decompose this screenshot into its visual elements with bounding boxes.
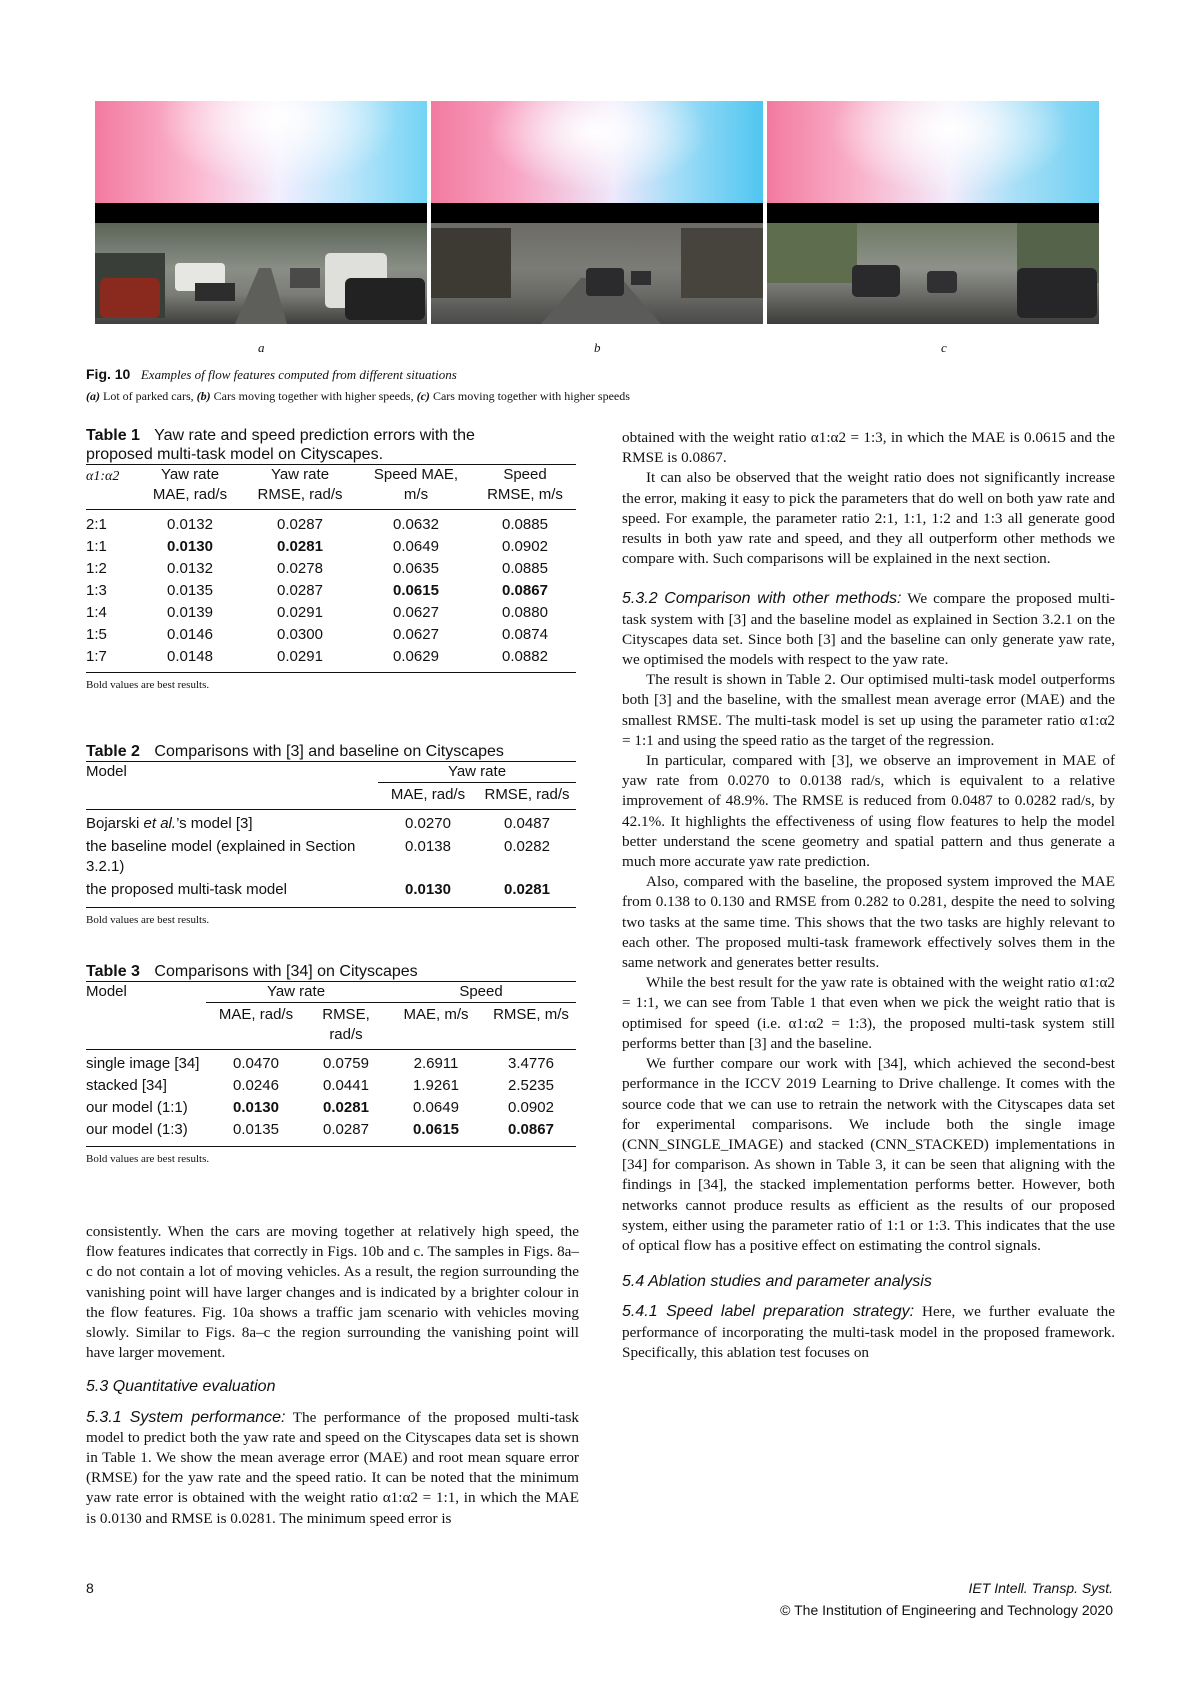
table-1-header xyxy=(86,465,576,505)
sub-text-a: Lot of parked cars, xyxy=(103,389,194,403)
street-photo-a xyxy=(95,223,427,324)
table-cell: 0.0300 xyxy=(277,626,323,643)
table-cell: 0.0135 xyxy=(233,1121,279,1138)
header-c3a: Speed MAE, xyxy=(373,466,459,483)
header-rmse-ms: RMSE, m/s xyxy=(493,1006,569,1023)
sub-key-b: (b) xyxy=(196,389,211,403)
table-1-note: Bold values are best results. xyxy=(86,679,210,691)
paragraph: The result is shown in Table 2. Our optimised multi-task model outperforms both [3] and the baseline, with the smallest mean average error (MAE) and the smallest RMSE. The multi-task model is set up using the parameter ratio α1:α2 = 1:1 and using the speed ratio as the target of the regression. xyxy=(622,671,1115,749)
table-3-title-text: Comparisons with [34] on Cityscapes xyxy=(154,963,418,980)
table-cell: 0.0130 xyxy=(405,881,451,898)
table-3-label: Table 3 xyxy=(86,963,140,980)
model-name-suffix: ’s model [3] xyxy=(176,815,253,832)
table-cell: 0.0885 xyxy=(502,560,548,577)
moving-cars-scene-b xyxy=(431,223,763,324)
table-row xyxy=(86,558,576,580)
figure-title: Examples of flow features computed from different situations xyxy=(140,367,457,382)
table-cell: 0.0139 xyxy=(167,604,213,621)
table-cell: 0.0629 xyxy=(393,648,439,665)
table-cell: 0.0880 xyxy=(502,604,548,621)
table-row xyxy=(86,837,576,880)
header-rmse-a: RMSE, xyxy=(322,1006,370,1023)
header-c4b: RMSE, m/s xyxy=(487,486,563,503)
section-heading-5-3: 5.3 Quantitative evaluation xyxy=(86,1378,276,1396)
table-cell: 0.0287 xyxy=(277,582,323,599)
panel-label-c: c xyxy=(941,340,947,355)
paragraph: We further compare our work with [34], which achieved the second-best performance in the ICCV 2019 Learning to Drive challenge. It comes with the source code that we can use to retrain the network with the Cityscapes data set for experimental comparisons. We include both the single image (CNN_SINGLE_IMAGE) and stacked (CNN_STACKED) implementations in [34] for comparison. As shown in Table 3, it can be seen that aligning with the findings in [34], the stacked implementation performs better. However, both networks cannot produce results as efficient as the results of our proposed system, either using the parameter ratio of 1:1 or 1:3. This indicates that the use of optical flow has a positive effect on estimating the control signals. xyxy=(622,1055,1115,1254)
table-cell: 0.0132 xyxy=(167,516,213,533)
model-cell: single image [34] xyxy=(86,1055,200,1072)
header-c1a: Yaw rate xyxy=(160,466,220,483)
table-2-label: Table 2 xyxy=(86,743,140,760)
paragraph: obtained with the weight ratio α1:α2 = 1:3, in which the MAE is 0.0615 and the RMSE is 0.0867. xyxy=(622,429,1115,467)
subsection-heading-5-4-1: 5.4.1 Speed label preparation strategy: xyxy=(622,1303,915,1321)
table-row xyxy=(86,646,576,668)
header-model: Model xyxy=(86,763,127,780)
header-yaw-rate: Yaw rate xyxy=(447,763,507,780)
header-mae-rad: MAE, rad/s xyxy=(218,1006,294,1023)
table-row xyxy=(86,580,576,602)
table-cell: 0.0287 xyxy=(277,516,323,533)
copyright: © The Institution of Engineering and Technology 2020 xyxy=(780,1602,1113,1618)
header-c2b: RMSE, rad/s xyxy=(257,486,343,503)
table-2-note: Bold values are best results. xyxy=(86,914,210,926)
page-number: 8 xyxy=(86,1580,94,1596)
table-cell: 0.0281 xyxy=(323,1099,369,1116)
table-1-title xyxy=(86,426,576,464)
table-cell: 0.0278 xyxy=(277,560,323,577)
table-cell: 0.0759 xyxy=(323,1055,369,1072)
table-cell: 0.0291 xyxy=(277,604,323,621)
table-cell: 0.0470 xyxy=(233,1055,279,1072)
table-cell: 0.0615 xyxy=(413,1121,459,1138)
table-cell: 0.0615 xyxy=(393,582,439,599)
street-photo-c xyxy=(767,223,1099,324)
parked-cars-scene xyxy=(95,223,427,324)
flow-feature-map-c xyxy=(767,101,1099,203)
paragraph: It can also be observed that the weight ratio does not significantly increase the error, making it easy to pick the parameters that do well on both yaw rate and speed. For example, the parameter ratio 2:1, 1:1, 1:2 and 1:3 all generate good results in both yaw rate and speed, and they all outperform other methods we compare with. Such comparisons will be explained in the next section. xyxy=(622,469,1115,568)
table-cell: 0.0246 xyxy=(233,1077,279,1094)
table-cell: 1.9261 xyxy=(413,1077,459,1094)
sub-text-c: Cars moving together with higher speeds xyxy=(432,389,630,403)
header-c4a: Speed xyxy=(503,466,547,483)
table-3 xyxy=(86,962,576,1165)
moving-cars-scene-c xyxy=(767,223,1099,324)
model-name: the proposed multi-task model xyxy=(86,881,287,898)
figure-subcaption xyxy=(86,389,630,404)
figure-panel-c xyxy=(767,101,1099,324)
table-1 xyxy=(86,426,576,691)
flow-feature-map-b xyxy=(431,101,763,203)
model-cell xyxy=(86,814,378,837)
table-cell: 0.0632 xyxy=(393,516,439,533)
street-photo-b xyxy=(431,223,763,324)
header-c1b: MAE, rad/s xyxy=(152,486,228,503)
right-column-text xyxy=(622,428,1115,1363)
header-c2a: Yaw rate xyxy=(270,466,330,483)
table-cell: 0.0649 xyxy=(393,538,439,555)
table-cell: 0.0281 xyxy=(504,881,550,898)
table-cell: 0.0148 xyxy=(167,648,213,665)
black-band xyxy=(95,203,427,223)
model-name: Bojarski xyxy=(86,815,144,832)
paragraph: The performance of the proposed multi-task model to predict both the yaw rate and speed on the Cityscapes data set is shown in Table 1. We show the mean average error (MAE) and root mean square error (RMSE) for the yaw rate and the speed ratio. It can be noted that the minimum yaw rate error is obtained with the weight ratio α1:α2 = 1:1, in which the MAE is 0.0130 and RMSE is 0.0281. The minimum speed error is xyxy=(86,1408,579,1527)
table-row xyxy=(86,1054,576,1076)
table-2-title xyxy=(86,742,576,761)
table-cell: 1:1 xyxy=(86,538,107,555)
table-cell: 0.0132 xyxy=(167,560,213,577)
figure-caption xyxy=(86,366,457,384)
table-row xyxy=(86,1076,576,1098)
table-2-title-text: Comparisons with [3] and baseline on Cityscapes xyxy=(154,743,504,760)
model-name: the baseline model (explained in Section 3.2.1) xyxy=(86,838,356,875)
table-row xyxy=(86,1098,576,1120)
panel-label-a: a xyxy=(258,340,265,355)
table-cell: 2:1 xyxy=(86,516,107,533)
table-cell: 0.0287 xyxy=(323,1121,369,1138)
table-cell: 0.0627 xyxy=(393,604,439,621)
paragraph: Here, we further evaluate the performance of incorporating the multi-task model in the proposed framework. Specifically, this ablation test focuses on xyxy=(622,1303,1115,1361)
header-ratio: α1:α2 xyxy=(86,469,120,484)
paragraph: While the best result for the yaw rate is obtained with the weight ratio α1:α2 = 1:1, we can see from Table 1 that even when we pick the weight ratio that is optimised for speed (i.e. α1:α2 = 1:3), the proposed multi-task system still performs better than [3] and the baseline. xyxy=(622,974,1115,1052)
table-cell: 0.0130 xyxy=(167,538,213,555)
table-row xyxy=(86,814,576,837)
header-yaw-rate: Yaw rate xyxy=(266,983,326,1000)
table-cell: 0.0146 xyxy=(167,626,213,643)
table-cell: 0.0867 xyxy=(502,582,548,599)
table-cell: 0.0282 xyxy=(504,838,550,855)
subsection-heading-5-3-2: 5.3.2 Comparison with other methods: xyxy=(622,590,902,608)
table-row xyxy=(86,1120,576,1142)
model-cell xyxy=(86,837,378,880)
figure-panel-a xyxy=(95,101,427,324)
table-1-title-line1: Yaw rate and speed prediction errors with the xyxy=(154,427,475,444)
header-mae: MAE, rad/s xyxy=(390,786,466,803)
table-cell: 0.0281 xyxy=(277,538,323,555)
table-2 xyxy=(86,742,576,926)
journal-name: IET Intell. Transp. Syst. xyxy=(968,1580,1113,1596)
paragraph: In particular, compared with [3], we observe an improvement in MAE of yaw rate from 0.0270 to 0.0138 rad/s, which is equivalent to a relative improvement of 48.9%. The RMSE is reduced from 0.0487 to 0.0282 rad/s, by 42.1%. It highlights the effectiveness of using flow features to help the model better understand the scene geometry and spatial pattern and thus generate a much more accurate yaw rate prediction. xyxy=(622,752,1115,871)
table-1-title-line2: proposed multi-task model on Cityscapes. xyxy=(86,446,384,463)
table-cell: 0.0649 xyxy=(413,1099,459,1116)
header-rmse-b: rad/s xyxy=(329,1026,363,1043)
table-cell: 0.0270 xyxy=(405,815,451,832)
table-cell: 0.0635 xyxy=(393,560,439,577)
table-2-grid xyxy=(86,762,576,903)
figure-label: Fig. 10 xyxy=(86,366,131,382)
table-cell: 0.0291 xyxy=(277,648,323,665)
model-cell: our model (1:1) xyxy=(86,1099,188,1116)
panel-label-b: b xyxy=(594,340,601,355)
subsection-heading-5-3-1: 5.3.1 System performance: xyxy=(86,1408,286,1426)
figure-panel-b xyxy=(431,101,763,324)
table-row xyxy=(86,624,576,646)
table-row xyxy=(86,602,576,624)
table-cell: 0.0885 xyxy=(502,516,548,533)
model-cell: stacked [34] xyxy=(86,1077,167,1094)
table-row xyxy=(86,880,576,903)
paragraph: consistently. When the cars are moving together at relatively high speed, the flow features indicates that correctly in Figs. 10b and c. The samples in Figs. 8a–c do not contain a lot of moving vehicles. As a result, the region surrounding the vanishing point will have larger changes and is indicated by a brighter colour in the flow features. Fig. 10a shows a traffic jam scenario with vehicles moving slowly. Similar to Figs. 8a–c the region surrounding the vanishing point will have larger movement. xyxy=(86,1223,579,1362)
header-rmse: RMSE, rad/s xyxy=(484,786,570,803)
table-cell: 1:5 xyxy=(86,626,107,643)
table-3-note: Bold values are best results. xyxy=(86,1153,210,1165)
header-mae-ms: MAE, m/s xyxy=(403,1006,469,1023)
table-cell: 0.0135 xyxy=(167,582,213,599)
black-band xyxy=(767,203,1099,223)
table-cell: 0.0902 xyxy=(508,1099,554,1116)
table-cell: 0.0130 xyxy=(233,1099,279,1116)
table-1-grid xyxy=(86,465,576,668)
table-cell: 0.0441 xyxy=(323,1077,369,1094)
table-cell: 2.5235 xyxy=(508,1077,554,1094)
model-name-italic: et al. xyxy=(143,815,177,832)
header-speed: Speed xyxy=(459,983,503,1000)
table-cell: 1:3 xyxy=(86,582,107,599)
sub-key-c: (c) xyxy=(416,389,430,403)
table-cell: 1:4 xyxy=(86,604,107,621)
table-3-title xyxy=(86,962,576,981)
header-c3b: m/s xyxy=(403,486,429,503)
paragraph: We compare the proposed multi-task system with [3] and the baseline model as explained in Section 3.2.1 on the Cityscapes data set. Since both [3] and the baseline can only generate yaw rate, we optimised the models with respect to the yaw rate. xyxy=(622,590,1115,669)
table-cell: 0.0487 xyxy=(504,815,550,832)
left-column-text xyxy=(86,1222,579,1529)
table-cell: 0.0138 xyxy=(405,838,451,855)
model-cell xyxy=(86,880,378,903)
table-3-grid xyxy=(86,982,576,1142)
table-row xyxy=(86,536,576,558)
table-cell: 0.0902 xyxy=(502,538,548,555)
flow-feature-map-a xyxy=(95,101,427,203)
sub-key-a: (a) xyxy=(86,389,100,403)
table-cell: 0.0882 xyxy=(502,648,548,665)
black-band xyxy=(431,203,763,223)
table-cell: 1:7 xyxy=(86,648,107,665)
table-cell: 0.0874 xyxy=(502,626,548,643)
header-model: Model xyxy=(86,983,127,1000)
paragraph: Also, compared with the baseline, the proposed system improved the MAE from 0.138 to 0.130 and RMSE from 0.282 to 0.281, despite the need to solving two tasks at the same time. This shows that the two tasks are highly relevant to each other. The proposed multi-task framework effectively solves them in the same network and generates better results. xyxy=(622,873,1115,972)
table-row xyxy=(86,514,576,536)
table-cell: 2.6911 xyxy=(413,1055,459,1072)
table-cell: 3.4776 xyxy=(508,1055,554,1072)
model-cell: our model (1:3) xyxy=(86,1121,188,1138)
table-cell: 1:2 xyxy=(86,560,107,577)
table-1-label: Table 1 xyxy=(86,427,140,444)
table-cell: 0.0627 xyxy=(393,626,439,643)
table-cell: 0.0867 xyxy=(508,1121,554,1138)
section-heading-5-4: 5.4 Ablation studies and parameter analysis xyxy=(622,1273,932,1291)
sub-text-b: Cars moving together with higher speeds, xyxy=(213,389,414,403)
